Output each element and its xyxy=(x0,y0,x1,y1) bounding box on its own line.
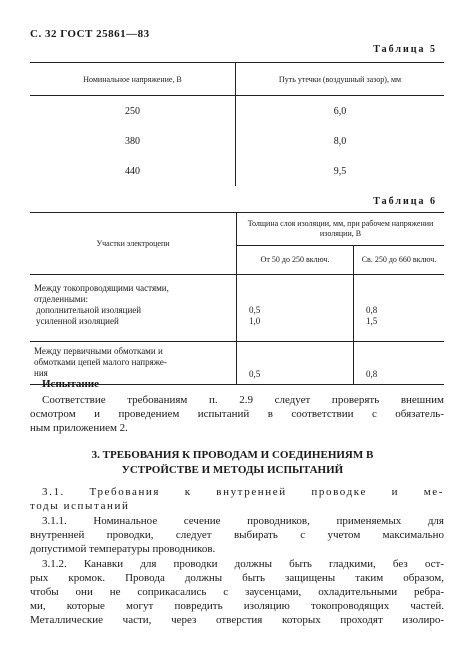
section3-heading xyxy=(30,448,435,478)
table6-row2-range2: 0,8 xyxy=(354,342,445,385)
table5-cell-value: 6,0 xyxy=(333,105,347,117)
text-line: Соответствие требованиям п. 2.9 следует проверять внешним xyxy=(42,394,444,406)
table5-caption: Таблица 5 xyxy=(373,44,437,55)
table6-row1-range2 xyxy=(354,275,445,342)
section3-heading-line: 3. ТРЕБОВАНИЯ К ПРОВОДАМ И СОЕДИНЕНИЯМ В xyxy=(91,449,374,461)
row2-line: Между первичными обмотками и xyxy=(34,346,163,356)
text-line: допустимой температуры проводников. xyxy=(30,543,216,555)
text-line: ми, которые могут повредить изоляцию токопроводящих частей. xyxy=(30,600,444,612)
section3-heading-line: УСТРОЙСТВЕ И МЕТОДЫ ИСПЫТАНИЙ xyxy=(121,464,344,476)
table-row xyxy=(30,126,444,156)
row1-line: усиленной изоляцией xyxy=(36,316,119,326)
row1-line: дополнительной изоляцией xyxy=(36,305,142,315)
testing-paragraph xyxy=(30,393,444,435)
table6-col-thickness: Толщина слоя изоляции, мм, при рабочем напряжении изоляции, В xyxy=(237,213,445,246)
testing-heading: Испытание xyxy=(42,378,99,390)
table-row xyxy=(30,275,444,342)
table6-col-range1: От 50 до 250 включ. xyxy=(237,246,354,275)
table6-row2-range1: 0,5 xyxy=(237,342,354,385)
row1-line: отделенными: xyxy=(34,294,88,304)
table5-col-leakage: Путь утечки (воздушный зазор), мм xyxy=(236,63,445,96)
table-row xyxy=(30,156,444,186)
table6-col-range2: Св. 250 до 660 включ. xyxy=(354,246,445,275)
row1-line: Между токопроводящими частями, xyxy=(34,283,169,293)
table5-cell-value: 8,0 xyxy=(333,135,347,147)
table5-cell-voltage: 250 xyxy=(30,96,236,127)
table6-caption: Таблица 6 xyxy=(373,196,437,207)
text-line: Металлические части, через отверстия которых проходят изолиро- xyxy=(30,614,444,626)
text-line: чтобы они не соприкасались с заусенцами, охладительными ребра- xyxy=(30,586,444,598)
table6-col-sections: Участки электроцепи xyxy=(30,213,237,275)
row1-value: 0,5 xyxy=(249,305,261,315)
table5-header-row xyxy=(30,63,444,96)
text-line: осмотром и проведением испытаний в соответствии с обязатель- xyxy=(30,408,444,420)
text-line: ным приложением 2. xyxy=(30,422,128,434)
text-line: рых кромок. Провода должны быть защищены таким образом, xyxy=(30,572,444,584)
text-line: 3.1.1. Номинальное сечение проводников, применяемых для xyxy=(42,515,444,527)
table6-header-row xyxy=(30,213,444,246)
table5 xyxy=(30,62,444,186)
section3-subheading xyxy=(30,485,444,513)
table5-cell-voltage: 380 xyxy=(30,126,236,156)
paragraph-3-1-2 xyxy=(30,557,444,627)
table6-row1-label xyxy=(30,275,237,342)
table6 xyxy=(30,212,444,385)
row2-line: ния xyxy=(34,368,48,378)
table5-col-voltage: Номинальное напряжение, В xyxy=(30,63,236,96)
text-line: 3.1.2. Канавки для проводки должны быть гладкими, без ост- xyxy=(42,558,444,570)
row1-value: 1,0 xyxy=(249,316,261,326)
text-line: 3.1. Требования к внутренней проводке и ме- xyxy=(42,486,444,498)
text-line: внутренней проводки, следует выбирать с учетом максимально xyxy=(30,529,444,541)
table5-cell-value: 9,5 xyxy=(333,165,347,177)
row2-line: обмотками цепей малого напряже- xyxy=(34,357,167,367)
page-header: С. 32 ГОСТ 25861—83 xyxy=(30,28,150,40)
table5-cell-voltage: 440 xyxy=(30,156,236,186)
table6-row1-range1 xyxy=(237,275,354,342)
paragraph-3-1-1 xyxy=(30,514,444,556)
row1-value: 0,8 xyxy=(366,305,378,315)
table-row xyxy=(30,96,444,127)
row1-value: 1,5 xyxy=(366,316,378,326)
text-line: тоды испытаний xyxy=(30,500,130,512)
